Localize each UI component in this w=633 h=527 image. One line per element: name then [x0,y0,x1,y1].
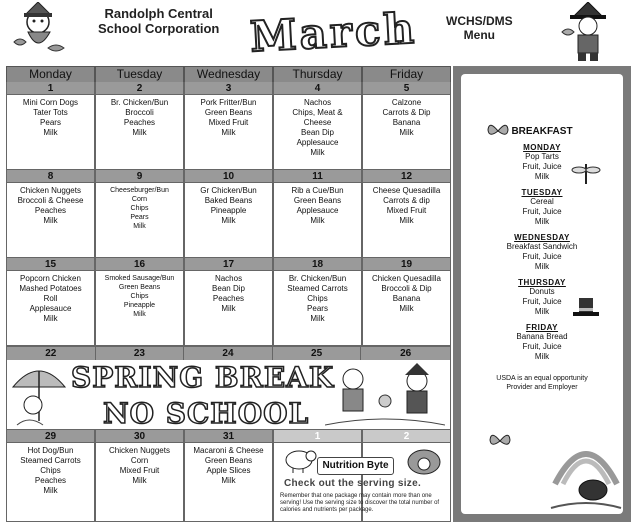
breakfast-sidebar [453,66,631,522]
leprechaun-hat-icon [571,296,601,320]
breakfast-day-heading: FRIDAY [525,323,559,332]
menu-item: Milk [399,304,414,313]
menu-item: Chicken Nuggets [20,186,81,195]
menu-item: Green Beans [118,284,161,291]
breakfast-item: Breakfast Sandwich [506,242,578,251]
menu-item: Pears [130,214,149,221]
day-cell [95,170,184,258]
org-line-2: School Corporation [98,21,220,36]
menu-item: Br. Chicken/Bun [288,274,347,283]
breakfast-day-heading: TUESDAY [521,188,563,197]
menu-item: Milk [310,216,325,225]
menu-item: Milk [132,476,147,485]
menu-item: Milk [43,128,58,137]
breakfast-item: Milk [534,307,550,316]
day-name: Monday [6,66,95,83]
date-number: 2 [363,430,450,443]
menu-item: Peaches [34,476,67,485]
menu-item: Mixed Fruit [119,466,160,475]
nutrition-byte-title: Nutrition Byte [317,457,394,475]
day-cell [273,82,362,170]
day-cell [184,430,273,522]
menu-items [274,95,361,158]
date-number: 24 [184,347,273,360]
date-number: 17 [185,258,272,271]
menu-item: Milk [221,476,236,485]
menu-item: Corn [130,456,149,465]
menu-item: Milk [310,148,325,157]
menu-item: Hot Dog/Bun [27,446,74,455]
date-number: 3 [185,82,272,95]
menu-item: Bean Dip [301,128,334,137]
menu-item: Chips [130,293,149,300]
menu-items [185,271,272,314]
menu-item: Pineapple [123,302,156,309]
butterfly-icon [487,122,509,140]
date-number: 8 [7,170,94,183]
menu-item: Mixed Fruit [208,118,249,127]
menu-item: Carrots & dip [383,196,430,205]
menu-items [185,183,272,226]
date-number: 9 [96,170,183,183]
menu-item: Milk [43,314,58,323]
breakfast-item: Banana Bread [516,332,568,341]
breakfast-day-heading: WEDNESDAY [514,233,570,242]
menu-items [363,183,450,226]
menu-item: Tater Tots [33,108,68,117]
calendar-week [6,170,451,258]
menu-items [7,183,94,226]
menu-items [96,95,183,138]
date-number: 5 [363,82,450,95]
day-cell [6,170,95,258]
menu-item: Mini Corn Dogs [22,98,79,107]
menu-item: Mixed Fruit [386,206,427,215]
calendar-week [6,258,451,346]
day-cell [184,258,273,346]
menu-item: Br. Chicken/Bun [110,98,169,107]
menu-item: Milk [132,128,147,137]
menu-item: Chips [130,205,149,212]
breakfast-day-heading: THURSDAY [518,278,566,287]
menu-item: Mashed Potatoes [19,284,82,293]
menu-item: Apple Slices [206,466,251,475]
menu-item: Corn [131,196,148,203]
menu-item: Broccoli [125,108,154,117]
menu-item: Nachos [214,274,243,283]
menu-item: Macaroni & Cheese [193,446,264,455]
menu-item: Milk [399,216,414,225]
breakfast-item: Cereal [530,197,554,206]
butterfly-icon [489,432,511,450]
dragonfly-icon [571,162,601,186]
breakfast-item: Fruit, Juice [522,162,562,171]
menu-item: Milk [43,216,58,225]
day-cell [184,82,273,170]
usda-statement [461,374,623,392]
date-number: 2 [96,82,183,95]
break-week-dates [7,347,450,360]
menu-item: Smoked Sausage/Bun [104,275,175,282]
org-line-1: Randolph Central [104,6,213,21]
date-number: 11 [274,170,361,183]
spring-break-text: SPRING BREAK [71,361,335,394]
menu-item: Broccoli & Cheese [17,196,84,205]
breakfast-item: Fruit, Juice [522,297,562,306]
menu-items [185,95,272,138]
menu-item: Chips [40,466,61,475]
date-number: 4 [274,82,361,95]
breakfast-item: Milk [534,217,550,226]
menu-item: Milk [310,314,325,323]
breakfast-item: Fruit, Juice [522,342,562,351]
usda-line-2: Provider and Employer [506,384,578,391]
day-cell [95,82,184,170]
menu-item: Broccoli & Dip [381,284,432,293]
date-number: 30 [96,430,183,443]
usda-line-1: USDA is an equal opportunity [496,375,588,382]
date-number: 29 [7,430,94,443]
menu-item: Chips, Meat & [292,108,343,117]
no-school-text: NO SCHOOL [103,397,310,430]
day-name: Wednesday [184,66,273,83]
day-names-row [6,66,451,83]
menu-item: Milk [399,128,414,137]
menu-item: Applesauce [29,304,72,313]
menu-item: Baked Beans [204,196,253,205]
day-cell [6,82,95,170]
leprechaun-icon [560,2,616,64]
breakfast-item: Fruit, Juice [522,252,562,261]
menu-item: Milk [221,216,236,225]
menu-item: Milk [221,128,236,137]
breakfast-day-heading: MONDAY [523,143,561,152]
menu-items [7,271,94,324]
menu-item: Cheese Quesadilla [372,186,441,195]
menu-title [446,14,513,42]
kids-playing-icon [325,363,445,429]
menu-item: Milk [43,486,58,495]
menu-item: Banana [392,118,421,127]
date-number: 16 [96,258,183,271]
nutrition-text: Remember that one package may contain more than one serving! Use the serving size to discover the total number of calories and nutrients per package. [280,493,440,513]
menu-item: Bean Dip [212,284,245,293]
menu-item: Cheese [303,118,332,127]
sheep-icon [283,446,317,474]
menu-item: Green Beans [293,196,342,205]
breakfast-item: Pop Tarts [525,152,559,161]
day-cell [273,258,362,346]
menu-line-2: Menu [463,28,495,42]
date-number: 1 [274,430,361,443]
menu-item: Carrots & Dip [382,108,431,117]
menu-item: Milk [133,311,146,318]
menu-items [96,443,183,486]
menu-item: Calzone [391,98,422,107]
menu-item: Rib a Cue/Bun [291,186,344,195]
day-cell [362,170,451,258]
month-title: March [248,3,419,62]
organization-name [98,6,219,36]
breakfast-title: BREAKFAST [511,126,573,137]
date-number: 1 [7,82,94,95]
header [0,0,633,66]
menu-item: Peaches [212,294,245,303]
breakfast-item: Donuts [529,287,555,296]
date-number: 23 [96,347,185,360]
hedgehog-icon [404,446,444,476]
breakfast-panel [461,74,623,514]
menu-items [7,95,94,138]
menu-items [363,95,450,138]
day-cell [95,430,184,522]
day-cell [362,258,451,346]
menu-items [274,183,361,226]
menu-item: Pears [40,118,61,127]
lunch-calendar [6,66,451,83]
day-cell [184,170,273,258]
menu-item: Milk [221,304,236,313]
date-number: 22 [7,347,96,360]
menu-item: Applesauce [296,138,339,147]
menu-item: Pears [307,304,328,313]
umbrella-frog-icon [9,361,69,429]
menu-item: Applesauce [296,206,339,215]
date-number: 19 [363,258,450,271]
day-cell [6,430,95,522]
spring-break-week [6,346,451,430]
day-cell [273,170,362,258]
menu-line-1: WCHS/DMS [446,14,513,28]
date-number: 10 [185,170,272,183]
date-number: 26 [361,347,450,360]
date-number: 18 [274,258,361,271]
day-cell [95,258,184,346]
breakfast-item: Milk [534,262,550,271]
menu-item: Green Beans [204,456,253,465]
menu-items [96,183,183,231]
day-name: Friday [362,66,451,83]
menu-item: Steamed Carrots [287,284,348,293]
leprechaun-icon [8,2,70,64]
menu-item: Steamed Carrots [20,456,81,465]
day-cell [362,82,451,170]
menu-item: Milk [133,223,146,230]
rainbow-pot-icon [549,424,623,510]
menu-item: Peaches [34,206,67,215]
day-cell [6,258,95,346]
menu-item: Gr Chicken/Bun [200,186,257,195]
menu-item: Green Beans [204,108,253,117]
date-number: 31 [185,430,272,443]
menu-item: Cheeseburger/Bun [110,187,169,194]
breakfast-item: Milk [534,352,550,361]
menu-item: Banana [392,294,421,303]
menu-item: Chips [307,294,328,303]
breakfast-item: Fruit, Juice [522,207,562,216]
date-number: 12 [363,170,450,183]
day-name: Tuesday [95,66,184,83]
menu-item: Peaches [123,118,156,127]
menu-item: Pineapple [210,206,247,215]
day-name: Thursday [273,66,362,83]
menu-items [96,271,183,319]
menu-item: Pork Fritter/Bun [200,98,257,107]
menu-items [363,271,450,314]
nutrition-tagline: Check out the serving size. [284,478,422,489]
menu-item: Chicken Quesadilla [372,274,441,283]
menu-items [185,443,272,486]
date-number: 15 [7,258,94,271]
menu-items [7,443,94,496]
breakfast-item: Milk [534,172,550,181]
menu-item: Chicken Nuggets [109,446,170,455]
date-number: 25 [273,347,362,360]
menu-item: Roll [43,294,58,303]
menu-items [274,271,361,324]
menu-item: Popcorn Chicken [20,274,81,283]
menu-item: Nachos [303,98,332,107]
calendar-week [6,82,451,170]
